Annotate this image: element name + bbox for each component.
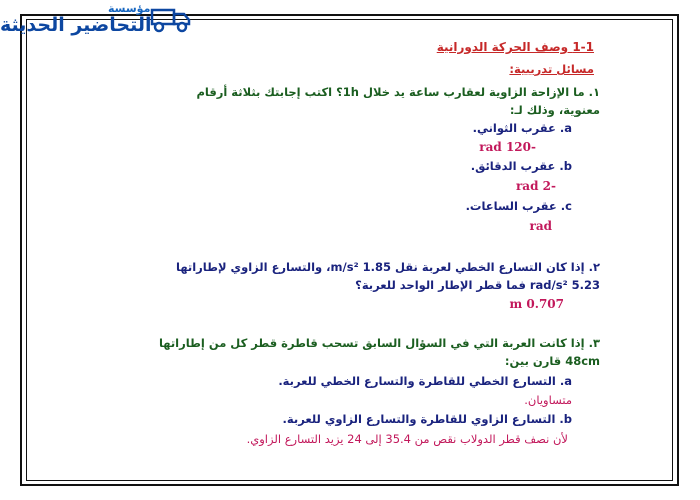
q3-b-answer: لأن نصف قطر الدولاب نقص من 35.4 إلى 24 يزيد التسارع الزاوي. xyxy=(246,432,568,446)
q3-a-answer: متساويان. xyxy=(524,393,572,407)
q1-a-label: a. عقرب الثواني. xyxy=(472,121,572,135)
q1-line2: معنوية، وذلك لـ: xyxy=(509,103,600,117)
q3-line2: 48cm قارن بين: xyxy=(504,354,600,368)
q2-line2: 5.23 rad/s² فما قطر الإطار الواحد للعربة؟ xyxy=(355,278,600,292)
q2-answer: 0.707 m xyxy=(509,297,564,311)
q3-b-label: b. التسارع الزاوي للقاطرة والتسارع الزاوي للعربة. xyxy=(282,412,572,426)
logo-main-text: التحاضير الحديثة xyxy=(0,14,152,36)
logo-top-text: مؤسسة xyxy=(108,2,151,15)
q1-b-label: b. عقرب الدقائق. xyxy=(470,159,572,173)
truck-icon xyxy=(148,4,192,34)
q2-line1: ٢. إذا كان التسارع الخطي لعربة نقل 1.85 m/s²، والتسارع الزاوي لإطاراتها xyxy=(176,260,600,274)
q3-line1: ٣. إذا كانت العربة التي في السؤال السابق تسحب قاطرة قطر كل من إطاراتها xyxy=(158,336,600,350)
q1-a-answer: -120 rad xyxy=(479,140,536,154)
q3-a-label: a. التسارع الخطي للقاطرة والتسارع الخطي للعربة. xyxy=(278,374,572,388)
section-title: 1-1 وصف الحركة الدورانية xyxy=(436,40,594,54)
logo xyxy=(0,0,195,40)
q1-c-answer: rad xyxy=(529,219,552,233)
exercises-title: مسائل تدريبية: xyxy=(509,62,594,76)
q1-c-label: c. عقرب الساعات. xyxy=(465,199,572,213)
q1-b-answer: -2 rad xyxy=(515,179,556,193)
q1-line1: ١. ما الإزاحة الزاوية لعقارب ساعة يد خلال 1h؟ اكتب إجابتك بثلاثة أرقام xyxy=(196,85,600,99)
